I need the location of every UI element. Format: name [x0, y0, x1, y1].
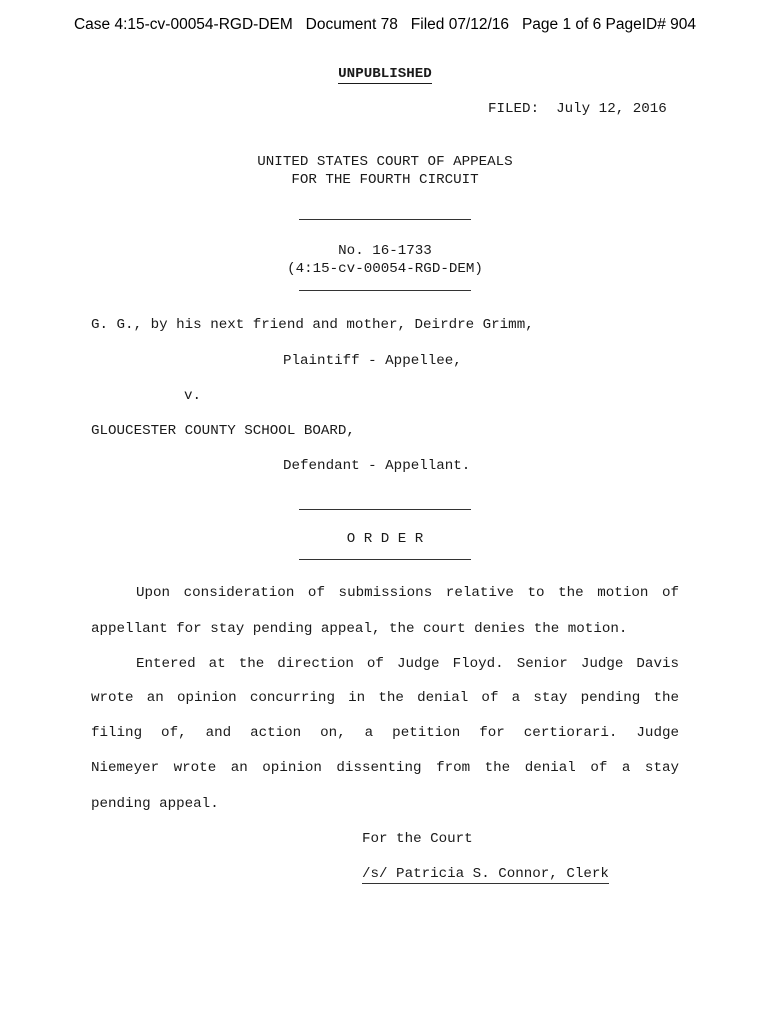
plaintiff-role: Plaintiff - Appellee,: [283, 353, 462, 369]
order-paragraph-2-line-1: Entered at the direction of Judge Floyd. Senior Judge Davis: [136, 656, 679, 672]
court-name-line1: UNITED STATES COURT OF APPEALS: [257, 154, 513, 170]
case-header-stamp: Case 4:15-cv-00054-RGD-DEM Document 78 Filed 07/12/16 Page 1 of 6 PageID# 904: [73, 16, 697, 33]
for-the-court: For the Court: [362, 831, 473, 847]
divider-rule-3: [299, 509, 471, 510]
unpublished-label: [0, 66, 770, 82]
filed-date: FILED: July 12, 2016: [488, 101, 667, 117]
order-paragraph-1-line-1: Upon consideration of submissions relative to the motion of: [136, 585, 679, 601]
order-paragraph-2-line-5: pending appeal.: [91, 796, 219, 812]
versus-label: v.: [184, 388, 202, 404]
unpublished-text: UNPUBLISHED: [338, 66, 432, 82]
defendant-role: Defendant - Appellant.: [283, 458, 471, 474]
divider-rule-1: [299, 219, 471, 220]
order-paragraph-1-line-2: appellant for stay pending appeal, the court denies the motion.: [91, 621, 628, 637]
court-name-line2: FOR THE FOURTH CIRCUIT: [291, 172, 479, 188]
order-paragraph-2-line-3: filing of, and action on, a petition for certiorari. Judge: [91, 725, 679, 741]
defendant-name: GLOUCESTER COUNTY SCHOOL BOARD,: [91, 423, 355, 439]
plaintiff-name: G. G., by his next friend and mother, Deirdre Grimm,: [91, 317, 534, 333]
case-number: No. 16-1733: [338, 243, 432, 259]
order-title: O R D E R: [346, 531, 424, 547]
clerk-signature: [362, 866, 609, 882]
order-paragraph-2-line-2: wrote an opinion concurring in the denial of a stay pending the: [91, 690, 679, 706]
order-paragraph-2-line-4: Niemeyer wrote an opinion dissenting from the denial of a stay: [91, 760, 679, 776]
divider-rule-4: [299, 559, 471, 560]
clerk-signature-text: /s/ Patricia S. Connor, Clerk: [362, 866, 609, 882]
divider-rule-2: [299, 290, 471, 291]
lower-case-number: (4:15-cv-00054-RGD-DEM): [287, 261, 483, 277]
